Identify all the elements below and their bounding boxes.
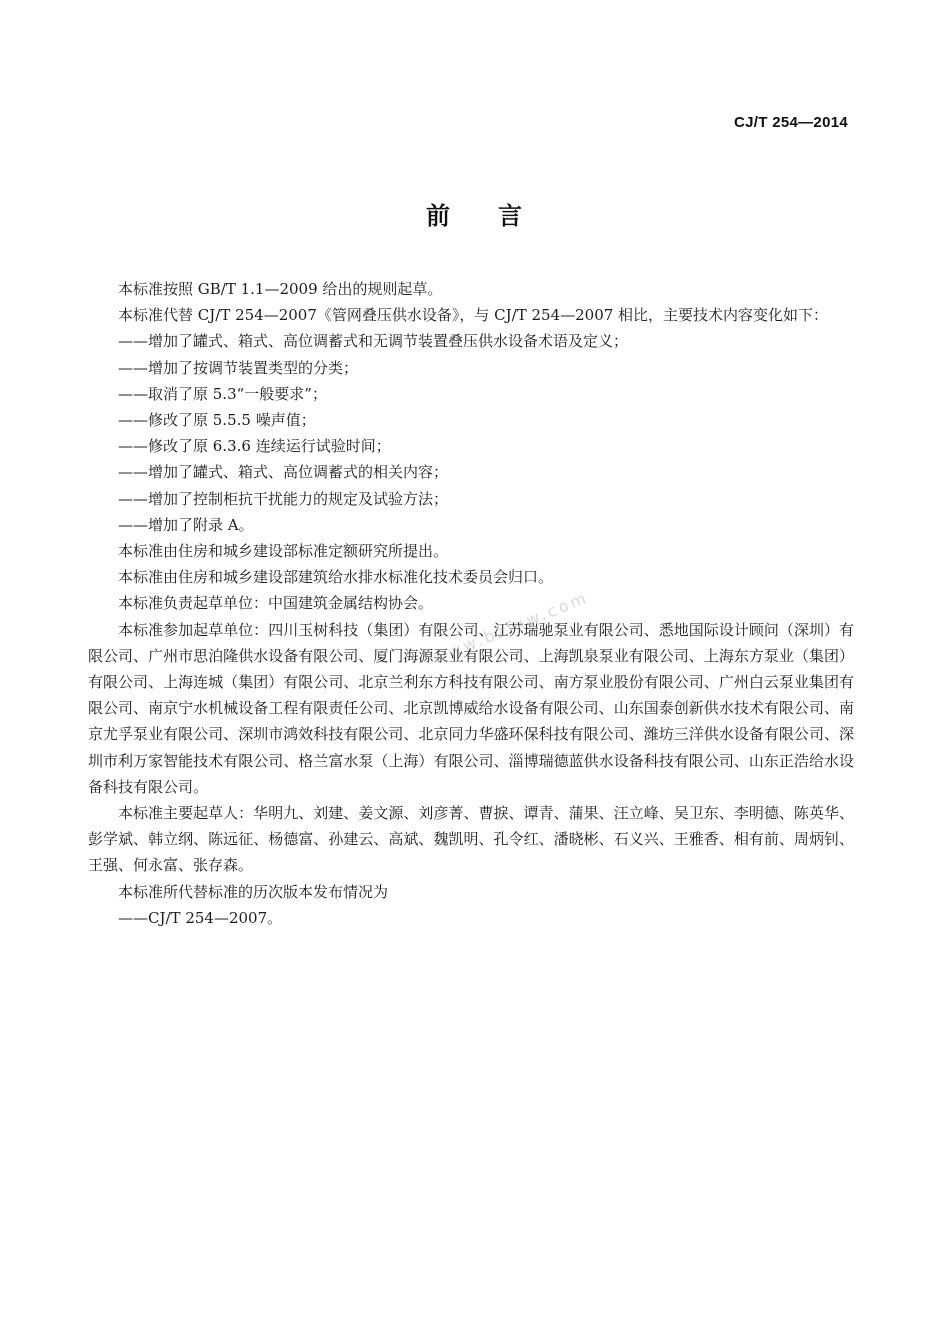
change-item: ——取消了原 5.3“一般要求”；	[118, 384, 327, 403]
change-item: ——修改了原 5.5.5 噪声值；	[118, 411, 316, 430]
paragraph-committee: 本标准由住房和城乡建设部建筑给水排水标准化技术委员会归口。	[118, 568, 554, 587]
change-item: ——增加了附录 A。	[118, 515, 254, 534]
page-title	[0, 196, 950, 231]
preface-body	[88, 276, 854, 931]
paragraph-history: 本标准所代替标准的历次版本发布情况为	[118, 882, 389, 901]
title-char-2: 言	[498, 202, 524, 230]
paragraph-replacement: 本标准代替 CJ/T 254—2007《管网叠压供水设备》，与 CJ/T 254—2007 相比，主要技术内容变化如下：	[118, 306, 829, 325]
change-item: ——增加了控制柜抗干扰能力的规定及试验方法；	[118, 489, 449, 508]
paragraph-proposer: 本标准由住房和城乡建设部标准定额研究所提出。	[118, 542, 449, 561]
paragraph-participants: 本标准参加起草单位：四川玉树科技（集团）有限公司、江苏瑞驰泵业有限公司、悉地国际设计顾问（深圳）有限公司、广州市思泊隆供水设备有限公司、厦门海源泵业有限公司、上海凯泉泵业有限公司、上海东方泵业（集团）有限公司、上海连城（集团）有限公司、北京兰利东方科技有限公司、南方泵业股份有限公司、广州白云泵业集团有限公司、南京宁水机械设备工程有限责任公司、北京凯博威给水设备有限公司、山东国泰创新供水技术有限公司、南京尤孚泵业有限公司、深圳市鸿效科技有限公司、北京同力华盛环保科技有限公司、潍坊三洋供水设备有限公司、深圳市利万家智能技术有限公司、格兰富水泵（上海）有限公司、淄博瑞德蓝供水设备科技有限公司、山东正浩给水设备科技有限公司。	[88, 620, 854, 796]
change-item: ——修改了原 6.3.6 连续运行试验时间；	[118, 437, 391, 456]
watermark: www.bzfxw.com	[430, 587, 592, 668]
paragraph-drafters: 本标准主要起草人：华明九、刘建、姜文源、刘彦菁、曹捩、谭青、蒲果、汪立峰、吴卫东、李明德、陈英华、彭学斌、韩立纲、陈远征、杨德富、孙建云、高斌、魏凯明、孔令红、潘晓彬、石义兴、王雅香、相有前、周炳钊、王强、何永富、张存森。	[88, 804, 854, 875]
history-item: ——CJ/T 254—2007。	[118, 908, 283, 927]
title-char-1: 前	[426, 202, 452, 230]
change-item: ——增加了罐式、箱式、高位调蓄式的相关内容；	[118, 463, 449, 482]
change-item: ——增加了按调节装置类型的分类；	[118, 358, 359, 377]
paragraph-lead-drafter: 本标准负责起草单位：中国建筑金属结构协会。	[118, 594, 434, 613]
change-item: ——增加了罐式、箱式、高位调蓄式和无调节装置叠压供水设备术语及定义；	[118, 332, 629, 351]
standard-number: CJ/T 254—2014	[734, 114, 848, 131]
paragraph-drafting-rule: 本标准按照 GB/T 1.1—2009 给出的规则起草。	[118, 280, 443, 298]
